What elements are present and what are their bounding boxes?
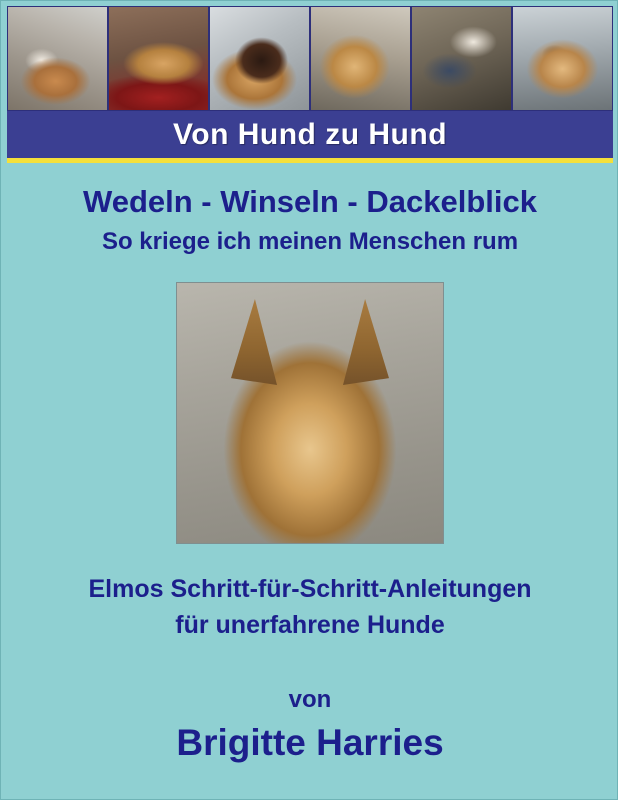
bottom-text-block [1,573,618,764]
strip-photo-3 [210,7,309,110]
strip-photo-4 [311,7,410,110]
strip-photo-2 [109,7,208,110]
series-title: Von Hund zu Hund [172,117,448,151]
book-title: Wedeln - Winseln - Dackelblick [83,184,537,219]
title-band [7,111,613,158]
byline-label: von [288,686,332,713]
author-name: Brigitte Harries [176,722,444,763]
photo-strip [7,6,613,111]
strip-photo-5 [412,7,511,110]
subtitle-block [1,183,618,258]
yellow-divider [7,158,613,163]
dog-ear-left-shape [231,299,277,385]
book-subtitle: So kriege ich meinen Menschen rum [101,228,519,255]
tagline-line-1: Elmos Schritt-für-Schritt-Anleitungen [88,575,532,603]
cover-dog-portrait [176,282,444,544]
dog-ear-right-shape [343,299,389,385]
strip-photo-6 [513,7,612,110]
strip-photo-1 [8,7,107,110]
tagline-line-2: für unerfahrene Hunde [175,611,445,639]
